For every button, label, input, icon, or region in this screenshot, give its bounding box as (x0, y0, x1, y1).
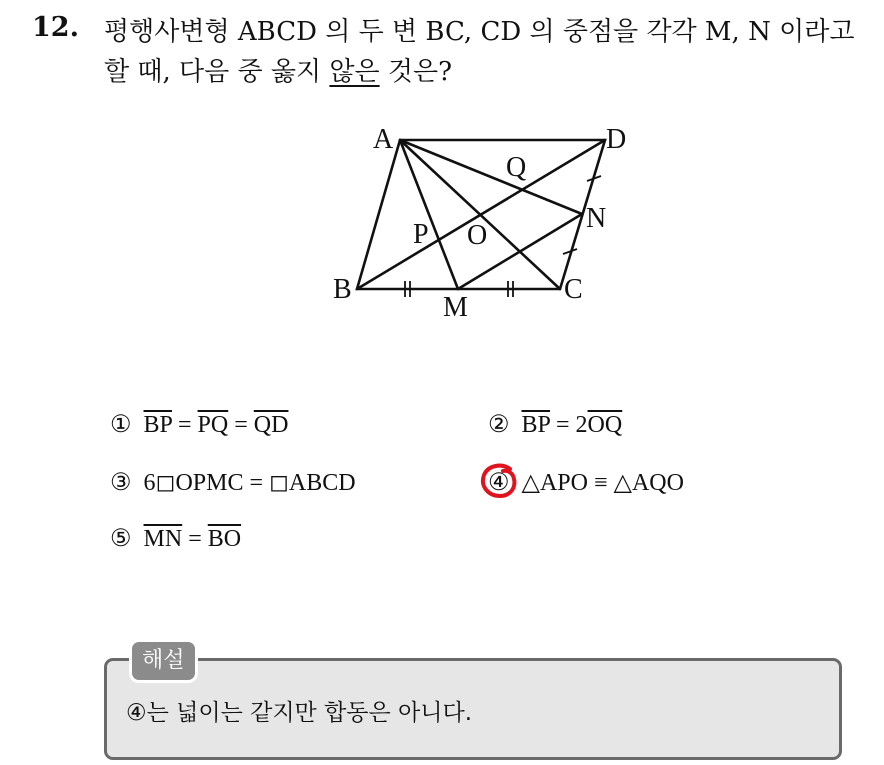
choice-4-number: ④ (488, 470, 510, 496)
label-m: M (443, 292, 468, 323)
segment-oq: $\overline{OQ}$ (587, 412, 623, 438)
underlined-word: 않은 (329, 57, 380, 87)
equals-sign: = (171, 412, 198, 438)
equals-two: = 2 (549, 412, 588, 438)
equals-sign: = (228, 412, 254, 438)
question-line-2-start: 할 때, 다음 중 옳지 (104, 57, 330, 87)
explanation-text: ④는 넓이는 같지만 합동은 아니다. (126, 700, 473, 726)
label-n: N (586, 203, 607, 234)
label-d: D (606, 124, 627, 155)
segment-bp: $\overline{BP}$ (143, 412, 172, 438)
label-c: C (564, 274, 583, 305)
choice-3[interactable] (110, 468, 356, 497)
segment-pq: $\overline{PQ}$ (197, 412, 229, 438)
segment-an (400, 140, 582, 214)
choice-5[interactable] (110, 524, 241, 553)
diagonal-ac (400, 140, 560, 289)
label-p: P (413, 219, 429, 250)
explanation-tab: 해설 (129, 639, 198, 683)
segment-bo: $\overline{BO}$ (207, 526, 242, 552)
label-b: B (333, 274, 352, 305)
question-line-2-end: 것은? (379, 57, 453, 87)
choice-1[interactable] (110, 410, 288, 439)
choice-1-number: ① (110, 412, 132, 438)
label-a: A (373, 124, 394, 155)
question-number: 12. (32, 12, 79, 43)
choice-5-number: ⑤ (110, 526, 132, 552)
segment-bp: $\overline{BP}$ (521, 412, 550, 438)
choice-3-number: ③ (110, 470, 132, 496)
choice-2[interactable] (488, 410, 622, 439)
segment-am (400, 140, 458, 289)
choice-2-number: ② (488, 412, 510, 438)
choice-3-text: 6◻OPMC = ◻ABCD (143, 470, 356, 496)
choice-4-text: △APO ≡ △AQO (521, 470, 684, 496)
segment-qd: $\overline{QD}$ (253, 412, 289, 438)
equals-sign: = (182, 526, 208, 552)
label-q: Q (506, 152, 527, 183)
answer-circle-mark (480, 462, 520, 500)
label-o: O (467, 220, 488, 251)
segment-mn: $\overline{MN}$ (143, 526, 183, 552)
question-line-1: 평행사변형 ABCD 의 두 변 BC, CD 의 중점을 각각 M, N 이라고 (104, 17, 855, 47)
